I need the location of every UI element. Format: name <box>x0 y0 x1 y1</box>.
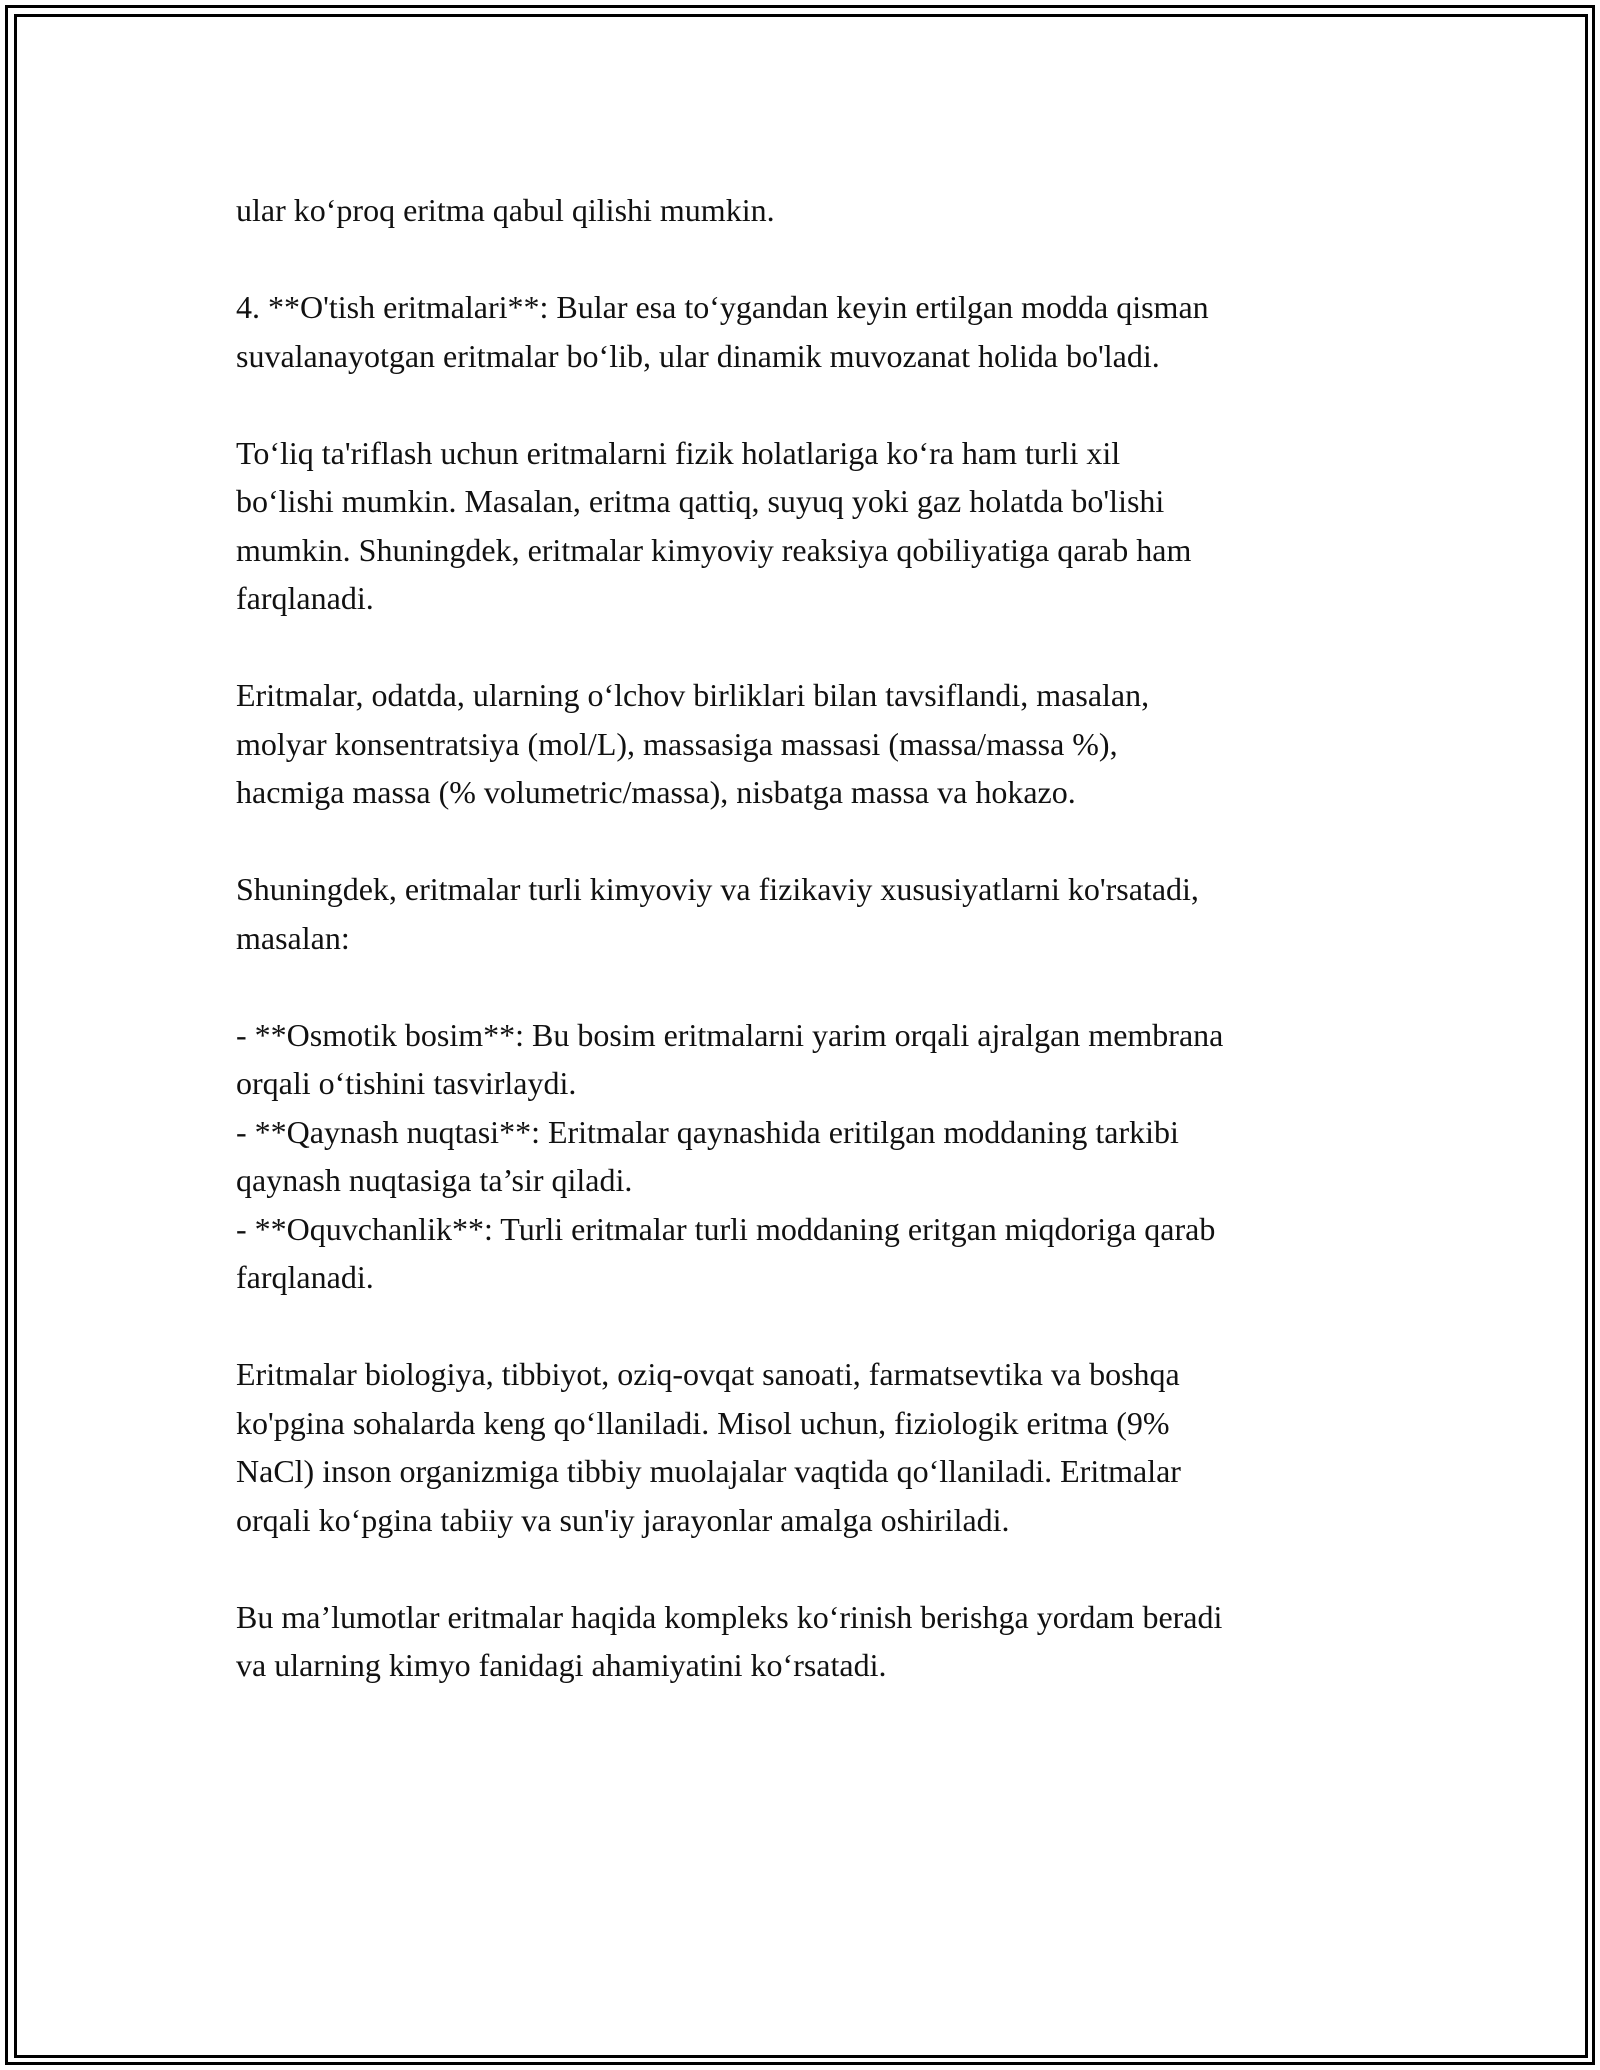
paragraph-7 <box>236 1350 1386 1544</box>
text-line: hacmiga massa (% volumetric/massa), nisbatga massa va hokazo. <box>236 774 1076 810</box>
text-line: bo‘lishi mumkin. Masalan, eritma qattiq, suyuq yoki gaz holatda bo'lishi <box>236 483 1165 519</box>
text-line: To‘liq ta'riflash uchun eritmalarni fizik holatlariga ko‘ra ham turli xil <box>236 434 1121 471</box>
list-item-line: farqlanadi. <box>236 1259 374 1295</box>
text-line: Bu ma’lumotlar eritmalar haqida kompleks ko‘rinish berishga yordam beradi <box>236 1598 1223 1635</box>
paragraph-5 <box>236 865 1386 962</box>
text-line: ko'pgina sohalarda keng qo‘llaniladi. Misol uchun, fiziologik eritma (9% <box>236 1404 1170 1441</box>
paragraph-2 <box>236 283 1386 380</box>
text-line: farqlanadi. <box>236 580 374 616</box>
text-line: masalan: <box>236 919 350 956</box>
list-item-line: orqali o‘tishini tasvirlaydi. <box>236 1065 577 1101</box>
list-item-line: qaynash nuqtasiga ta’sir qiladi. <box>236 1162 633 1198</box>
text-line: orqali ko‘pgina tabiiy va sun'iy jarayonlar amalga oshiriladi. <box>236 1501 1010 1538</box>
text-line: Shuningdek, eritmalar turli kimyoviy va fizikaviy xususiyatlarni ko'rsatadi, <box>236 871 1199 907</box>
text-line: molyar konsentratsiya (mol/L), massasiga massasi (massa/massa %), <box>236 725 1118 762</box>
paragraph-4 <box>236 671 1386 817</box>
list-item-line: - **Osmotik bosim**: Bu bosim eritmalarni yarim orqali ajralgan membrana <box>236 1016 1224 1053</box>
text-line: ular ko‘proq eritma qabul qilishi mumkin. <box>236 192 775 228</box>
text-line: Eritmalar biologiya, tibbiyot, oziq-ovqat sanoati, farmatsevtika va boshqa <box>236 1356 1180 1392</box>
paragraph-3 <box>236 429 1386 623</box>
paragraph-1 <box>236 186 1386 235</box>
paragraph-8 <box>236 1593 1386 1690</box>
list-item-line: - **Oquvchanlik**: Turli eritmalar turli moddaning eritgan miqdoriga qarab <box>236 1210 1216 1247</box>
text-line: suvalanayotgan eritmalar bo‘lib, ular dinamik muvozanat holida bo'ladi. <box>236 337 1160 374</box>
text-line: 4. **O'tish eritmalari**: Bular esa to‘ygandan keyin ertilgan modda qisman <box>236 289 1209 325</box>
text-line: va ularning kimyo fanidagi ahamiyatini ko‘rsatadi. <box>236 1647 887 1683</box>
list-item-line: - **Qaynash nuqtasi**: Eritmalar qaynashida eritilgan moddaning tarkibi <box>236 1113 1179 1150</box>
document-body <box>236 186 1386 1738</box>
text-line: Eritmalar, odatda, ularning o‘lchov birliklari bilan tavsiflandi, masalan, <box>236 677 1150 713</box>
paragraph-6-list <box>236 1011 1386 1302</box>
text-line: NaCl) inson organizmiga tibbiy muolajalar vaqtida qo‘llaniladi. Eritmalar <box>236 1453 1181 1489</box>
text-line: mumkin. Shuningdek, eritmalar kimyoviy reaksiya qobiliyatiga qarab ham <box>236 531 1192 568</box>
